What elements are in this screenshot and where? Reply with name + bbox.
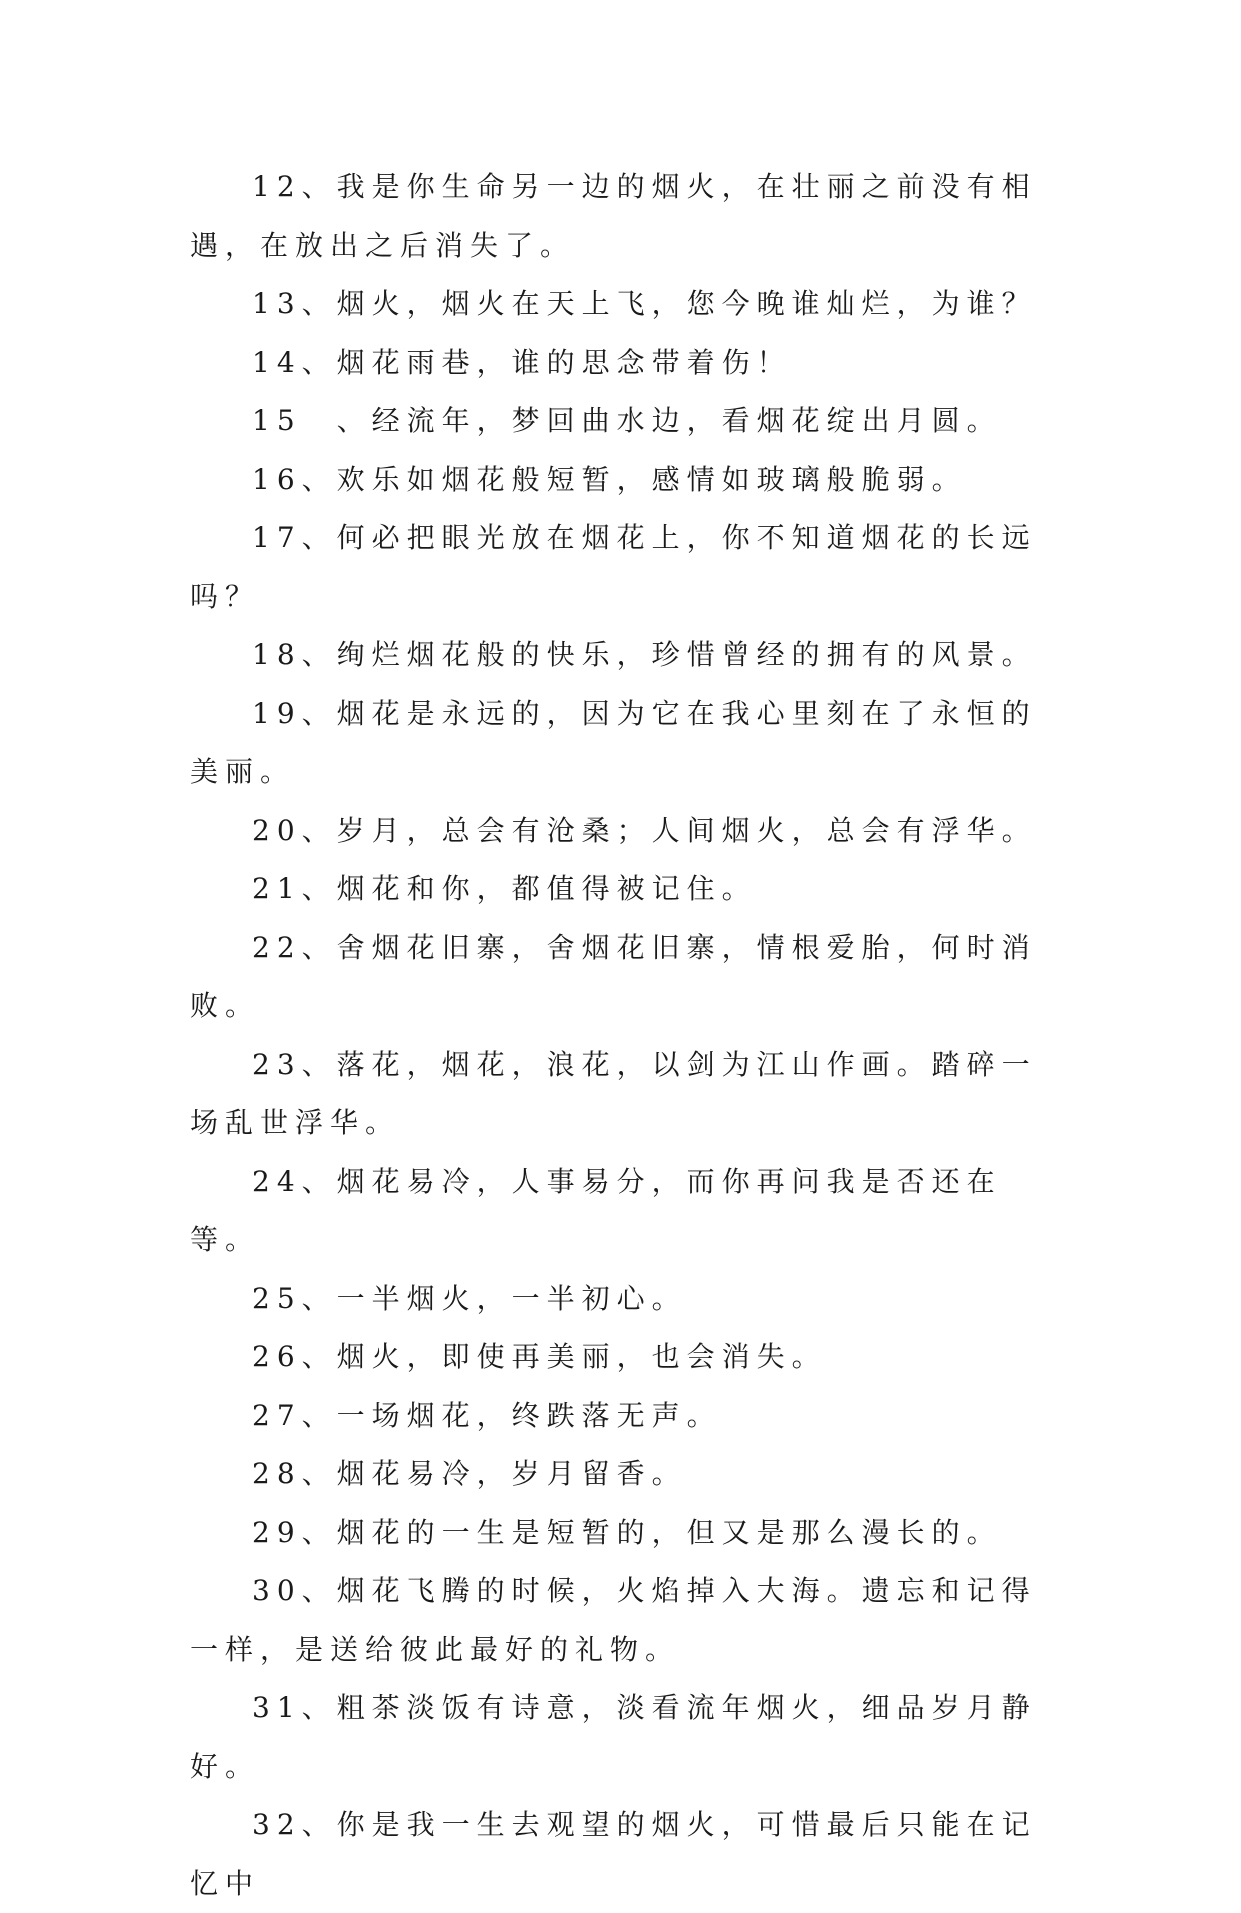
document-body xyxy=(190,158,1070,1913)
paragraph-23: 23、落花，烟花，浪花，以剑为江山作画。踏碎一场乱世浮华。 xyxy=(190,1047,1037,1139)
paragraph-17: 17、何必把眼光放在烟花上，你不知道烟花的长远吗？ xyxy=(190,521,1037,613)
paragraph-12: 12、我是你生命另一边的烟火，在壮丽之前没有相遇，在放出之后消失了。 xyxy=(190,170,1037,262)
paragraph-24: 24、烟花易冷，人事易分，而你再问我是否还在等。 xyxy=(190,1164,1002,1256)
paragraph-20: 20、岁月，总会有沧桑；人间烟火，总会有浮华。 xyxy=(252,813,1037,847)
paragraph-22: 22、舍烟花旧寨，舍烟花旧寨，情根爱胎，何时消败。 xyxy=(190,930,1037,1022)
paragraph-25: 25、一半烟火，一半初心。 xyxy=(252,1281,687,1315)
paragraph-32: 32、你是我一生去观望的烟火，可惜最后只能在记忆中 xyxy=(190,1808,1037,1900)
paragraph-13: 13、烟火，烟火在天上飞，您今晚谁灿烂，为谁？ xyxy=(252,287,1037,320)
paragraph-15: 15 、经流年，梦回曲水边，看烟花绽出月圆。 xyxy=(252,404,1002,437)
paragraph-14: 14、烟花雨巷，谁的思念带着伤！ xyxy=(252,345,792,379)
paragraph-16: 16、欢乐如烟花般短暂，感情如玻璃般脆弱。 xyxy=(252,462,967,496)
paragraph-18: 18、绚烂烟花般的快乐，珍惜曾经的拥有的风景。 xyxy=(252,638,1037,671)
paragraph-27: 27、一场烟花，终跌落无声。 xyxy=(252,1398,722,1432)
paragraph-31: 31、粗茶淡饭有诗意，淡看流年烟火，细品岁月静好。 xyxy=(190,1691,1037,1783)
paragraph-21: 21、烟花和你，都值得被记住。 xyxy=(252,872,757,905)
paragraph-26: 26、烟火，即使再美丽，也会消失。 xyxy=(252,1340,827,1373)
paragraph-30: 30、烟花飞腾的时候，火焰掉入大海。遗忘和记得一样，是送给彼此最好的礼物。 xyxy=(190,1574,1037,1666)
paragraph-29: 29、烟花的一生是短暂的，但又是那么漫长的。 xyxy=(252,1515,1002,1549)
paragraph-28: 28、烟花易冷，岁月留香。 xyxy=(252,1457,687,1490)
paragraph-19: 19、烟花是永远的，因为它在我心里刻在了永恒的美丽。 xyxy=(190,696,1037,788)
